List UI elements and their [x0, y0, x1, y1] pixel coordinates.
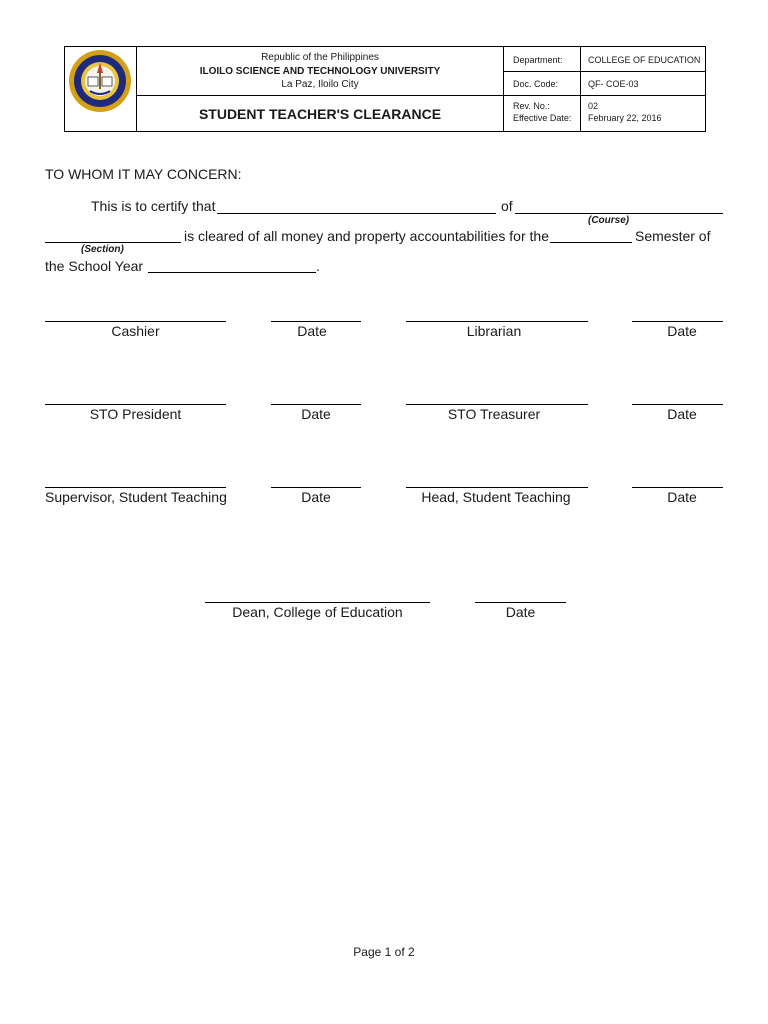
republic-line: Republic of the Philippines: [261, 52, 379, 63]
cashier-signature-line[interactable]: [45, 321, 226, 322]
semester-of-text: Semester of: [635, 228, 711, 244]
head-label: Head, Student Teaching: [421, 489, 571, 505]
sto-treasurer-signature-line[interactable]: [406, 404, 588, 405]
dean-date-label: Date: [505, 604, 536, 620]
sto-president-date-line[interactable]: [271, 404, 361, 405]
section-caption: (Section): [81, 244, 124, 255]
university-seal: [68, 49, 132, 113]
certify-text: This is to certify that: [91, 198, 216, 214]
document-title: STUDENT TEACHER'S CLEARANCE: [198, 106, 442, 122]
school-year-text: the School Year: [45, 258, 144, 274]
of-text: of: [501, 198, 513, 214]
student-name-blank[interactable]: [217, 213, 496, 214]
sto-president-date-label: Date: [301, 406, 331, 422]
course-blank[interactable]: [515, 213, 723, 214]
dean-date-line[interactable]: [475, 602, 566, 603]
course-caption: (Course): [588, 215, 630, 226]
section-blank[interactable]: [45, 242, 181, 243]
librarian-signature-line[interactable]: [406, 321, 588, 322]
department-value: COLLEGE OF EDUCATION: [588, 55, 701, 65]
head-date-label: Date: [667, 489, 697, 505]
supervisor-label: Supervisor, Student Teaching: [45, 489, 227, 505]
librarian-date-label: Date: [667, 323, 697, 339]
rev-no-value: 02: [588, 101, 599, 111]
university-location: La Paz, Iloilo City: [281, 79, 359, 90]
page-number: Page 1 of 2: [353, 945, 415, 959]
head-date-line[interactable]: [632, 487, 723, 488]
head-signature-line[interactable]: [406, 487, 588, 488]
document-header: [64, 46, 706, 132]
school-year-blank[interactable]: [148, 272, 316, 273]
supervisor-signature-line[interactable]: [45, 487, 226, 488]
doc-code-value: QF- COE-03: [588, 79, 639, 89]
doc-code-label: Doc. Code:: [513, 79, 559, 89]
sto-president-label: STO President: [89, 406, 182, 422]
supervisor-date-label: Date: [301, 489, 331, 505]
cashier-date-line[interactable]: [271, 321, 361, 322]
dean-signature-line[interactable]: [205, 602, 430, 603]
effective-date-label: Effective Date:: [513, 113, 572, 123]
effective-date-value: February 22, 2016: [588, 113, 662, 123]
cashier-date-label: Date: [297, 323, 327, 339]
sto-treasurer-date-label: Date: [667, 406, 697, 422]
cleared-text: is cleared of all money and property accountabilities for the: [184, 228, 549, 244]
department-label: Department:: [513, 55, 563, 65]
university-name: ILOILO SCIENCE AND TECHNOLOGY UNIVERSITY: [199, 66, 441, 77]
librarian-label: Librarian: [466, 323, 522, 339]
dean-label: Dean, College of Education: [232, 604, 403, 620]
supervisor-date-line[interactable]: [271, 487, 361, 488]
rev-no-label: Rev. No.:: [513, 101, 550, 111]
salutation: TO WHOM IT MAY CONCERN:: [45, 166, 242, 182]
sto-treasurer-label: STO Treasurer: [447, 406, 541, 422]
sto-president-signature-line[interactable]: [45, 404, 226, 405]
semester-blank[interactable]: [550, 242, 632, 243]
period-text: .: [316, 258, 320, 274]
librarian-date-line[interactable]: [632, 321, 723, 322]
cashier-label: Cashier: [111, 323, 160, 339]
sto-treasurer-date-line[interactable]: [632, 404, 723, 405]
